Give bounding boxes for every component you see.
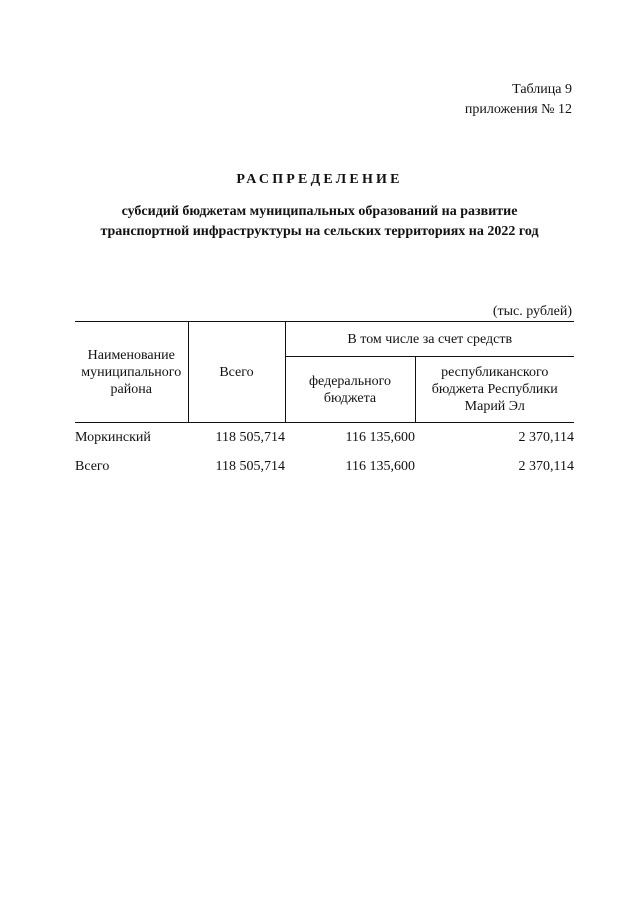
appendix-reference: приложения № 12 [464,102,572,117]
cell-district: Моркинский [75,429,151,445]
table-number: Таблица 9 [512,82,572,97]
table-row [75,452,574,481]
cell-federal: 116 135,600 [345,429,415,445]
allocation-table [75,321,574,481]
cell-district: Всего [75,458,110,474]
cell-republic: 2 370,114 [518,429,575,445]
cell-republic: 2 370,114 [518,458,575,474]
header-total: Всего [188,322,285,423]
header-federal-budget: федерального бюджета [285,357,415,423]
header-district-name: Наименование муниципального района [75,322,188,423]
subtitle-line-1: субсидий бюджетам муниципальных образований на развитие [121,204,518,219]
cell-federal: 116 135,600 [345,458,415,474]
table-reference [465,80,572,120]
document-title: РАСПРЕДЕЛЕНИЕ [236,172,403,187]
cell-total: 118 505,714 [215,458,285,474]
units-label: (тыс. рублей) [492,304,572,319]
cell-total: 118 505,714 [215,429,285,445]
header-funding-sources: В том числе за счет средств [285,322,574,357]
header-republic-budget: республиканского бюджета Республики Марий Эл [415,357,574,423]
document-subtitle [0,202,639,242]
table-row [75,423,574,453]
subtitle-line-2: транспортной инфраструктуры на сельских территориях на 2022 год [100,224,539,239]
